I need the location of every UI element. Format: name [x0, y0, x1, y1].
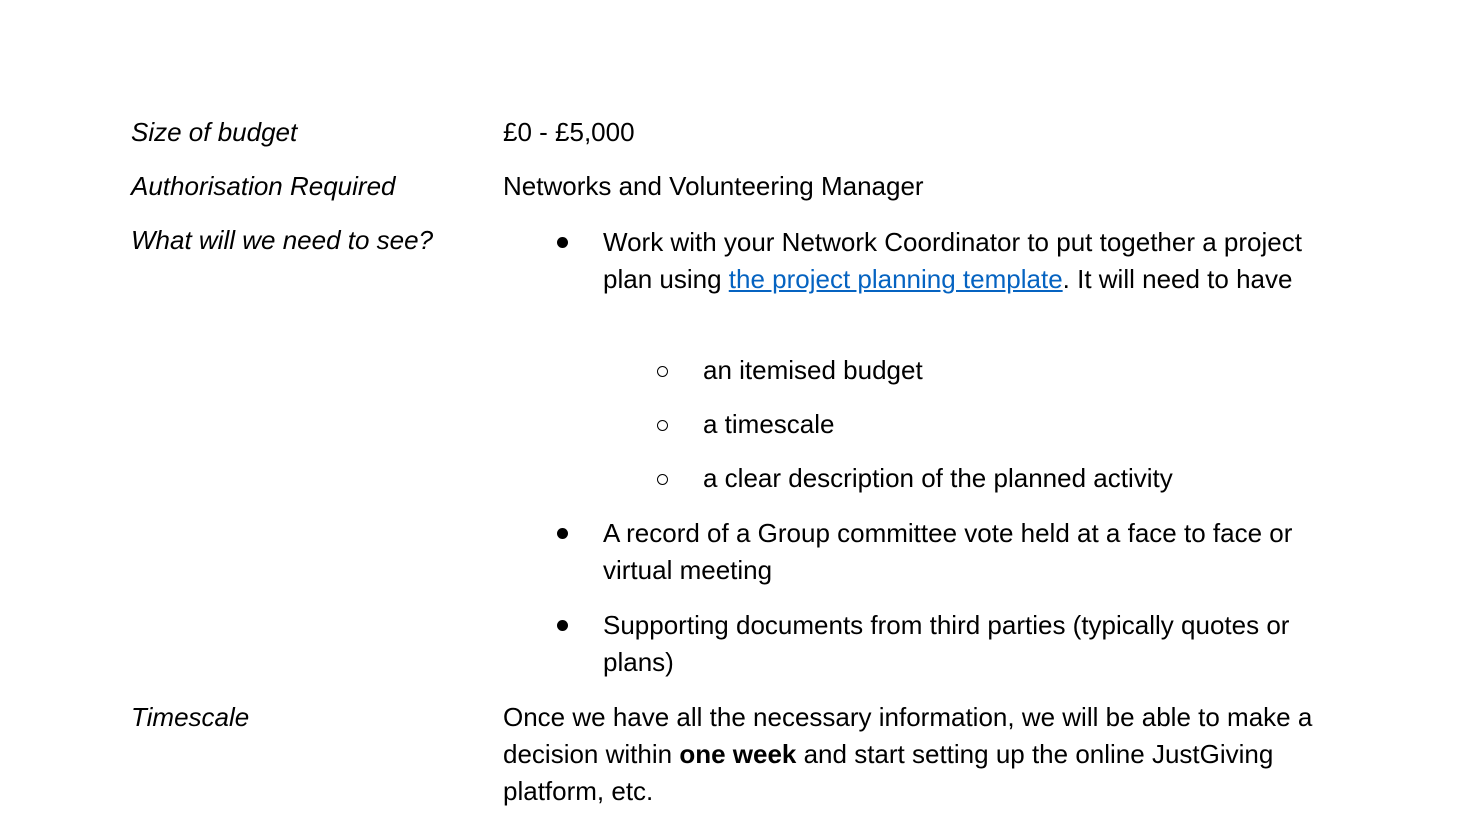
circle-bullet-icon [651, 460, 673, 497]
bullet-icon [552, 224, 572, 261]
bullet-item-committee-vote: A record of a Group committee vote held at a face to face or virtual meeting [603, 518, 1293, 585]
need-to-see-label: What will we need to see? [131, 225, 434, 255]
budget-value: £0 - £5,000 [503, 117, 635, 147]
timescale-text-before-bold: Once we have all the necessary information, we will be able to make a decision within [503, 702, 1313, 769]
bullet-item-project-plan [603, 224, 1343, 298]
sub-item-description: a clear description of the planned activity [703, 463, 1173, 493]
bullet-icon [552, 515, 572, 552]
budget-label: Size of budget [131, 117, 298, 147]
timescale-bold-text: one week [679, 739, 797, 769]
timescale-text-after-bold: and start setting up the online JustGiving platform, etc. [503, 739, 1274, 806]
bullet-item-supporting-docs: Supporting documents from third parties (typically quotes or plans) [603, 610, 1290, 677]
timescale-label: Timescale [131, 702, 250, 732]
bullet-text-after-link: . It will need to have [1062, 264, 1293, 294]
bullet-icon [552, 607, 572, 644]
authorisation-value: Networks and Volunteering Manager [503, 171, 924, 201]
circle-bullet-icon [651, 406, 673, 443]
circle-bullet-icon [651, 352, 673, 389]
sub-item-timescale: a timescale [703, 409, 835, 439]
timescale-value [503, 699, 1343, 810]
authorisation-label: Authorisation Required [131, 171, 396, 201]
sub-item-budget: an itemised budget [703, 355, 923, 385]
bullet-text-before-link: Work with your Network Coordinator to put together a project plan using [603, 227, 1302, 294]
project-planning-template-link[interactable]: the project planning template [728, 264, 1063, 294]
